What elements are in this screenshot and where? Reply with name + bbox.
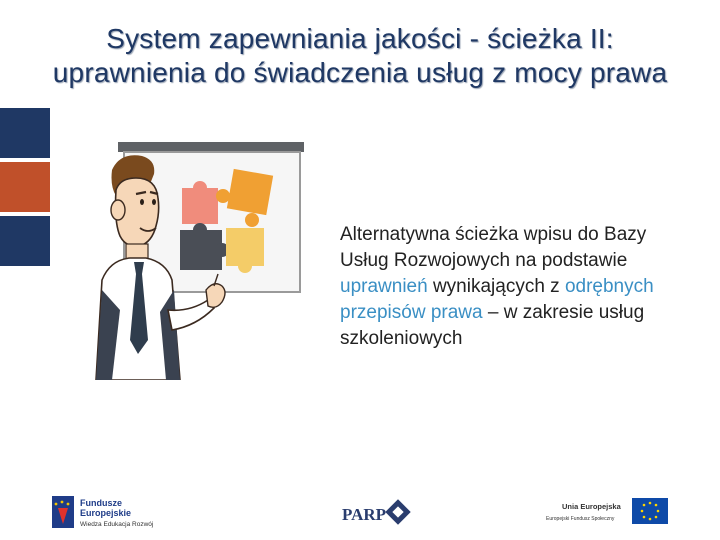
body-text-part-1: Alternatywna ścieżka wpisu do Bazy Usług Rozwojowych na podstawie (340, 224, 647, 271)
parp-logo (342, 499, 411, 524)
eu-logo (546, 498, 668, 524)
slide-body-text (340, 222, 660, 352)
presenter-illustration (90, 140, 310, 380)
side-block-navy-top (0, 108, 50, 158)
eu-logo-line-2: Europejski Fundusz Społeczny (546, 516, 615, 522)
highlight-uprawnien: uprawnień (340, 276, 428, 297)
fe-logo-line-3: Wiedza Edukacja Rozwój (80, 521, 154, 528)
side-block-orange (0, 162, 50, 212)
parp-logo-text: PARP (342, 505, 387, 524)
eu-logo-line-1: Unia Europejska (562, 502, 621, 511)
side-block-navy-bottom (0, 216, 50, 266)
footer-logos (0, 490, 720, 535)
fe-logo-line-2: Europejskie (80, 508, 132, 518)
slide-title: System zapewniania jakości - ścieżka II: uprawnienia do świadczenia usług z mocy prawa (52, 23, 668, 88)
fe-logo-line-1: Fundusze (80, 498, 122, 508)
highlight-odrebnych-przepisow: odrębnych przepisów prawa (340, 276, 654, 323)
fundusze-europejskie-logo (52, 496, 153, 528)
body-text-part-3: – w zakresie usług szkoleniowych (340, 302, 645, 349)
body-text-part-2: wynikających z (427, 276, 565, 297)
